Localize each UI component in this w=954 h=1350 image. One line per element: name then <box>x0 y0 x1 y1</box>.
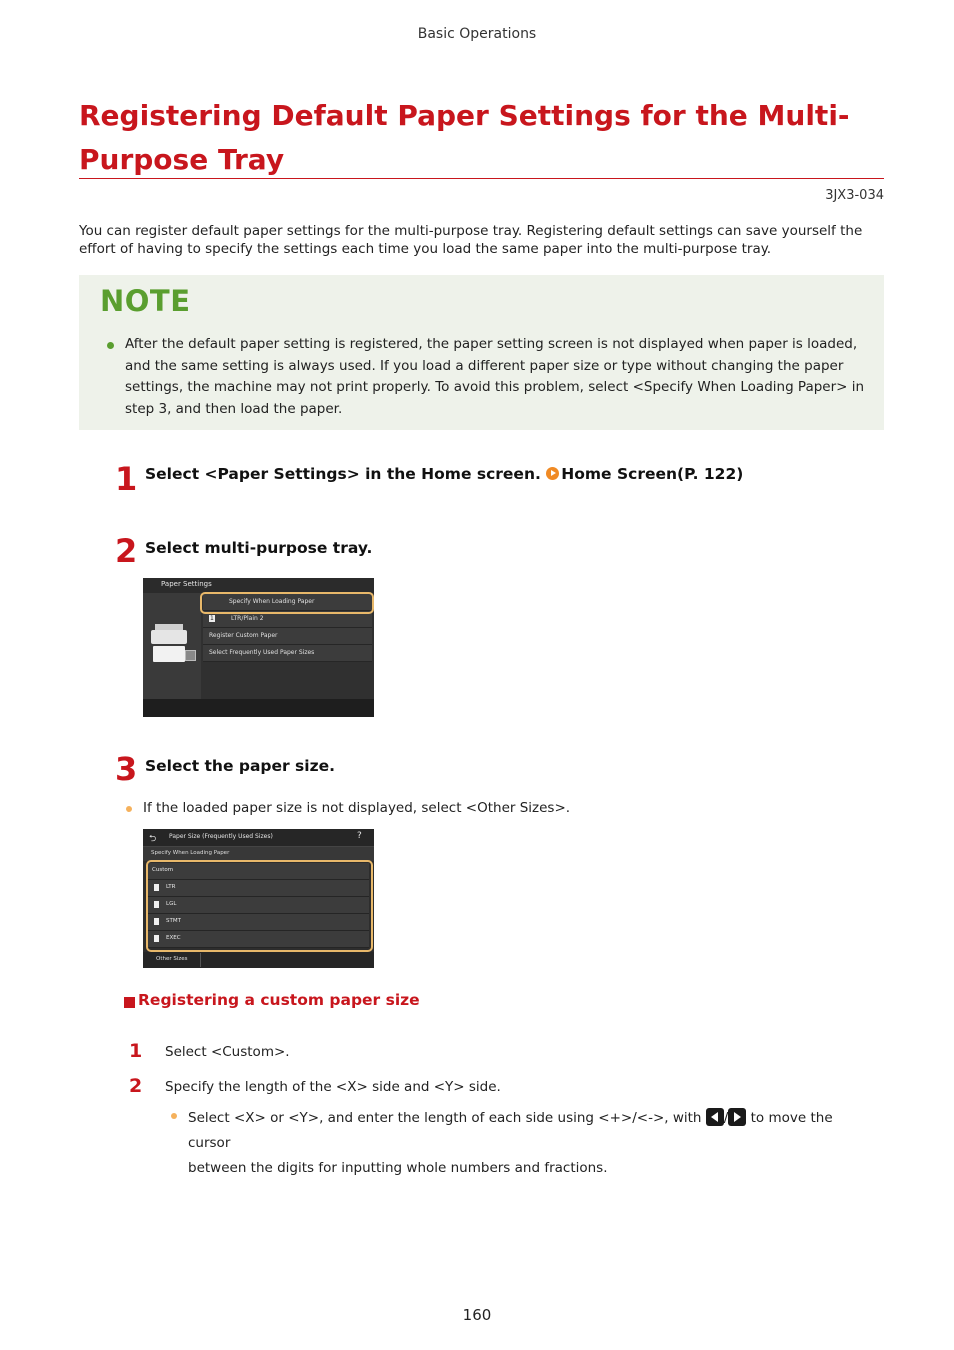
help-icon[interactable]: ? <box>357 831 362 841</box>
list-item-label: Specify When Loading Paper <box>229 598 315 605</box>
list-item-label: STMT <box>166 918 181 924</box>
screen-bottom-bar <box>143 699 374 717</box>
step-1-number: 1 <box>115 460 138 498</box>
document-id: 3JX3-034 <box>825 188 884 203</box>
note-text: After the default paper setting is registered, the paper setting screen is not displayed when paper is loaded, and the same setting is always used. If you load a different paper size or type without changing the paper settings, the machine may not print properly. To avoid this problem, select <Specify When Loading Paper> in step 3, and then load the paper. <box>125 336 865 417</box>
step-1-text <box>145 465 743 483</box>
substep-1-number: 1 <box>129 1040 143 1062</box>
step-3-number: 3 <box>115 750 138 788</box>
paper-size-screenshot <box>143 829 374 968</box>
substep-1-text: Select <Custom>. <box>165 1044 290 1060</box>
page-title-line-1: Registering Default Paper Settings for the Multi- <box>79 99 850 132</box>
intro-paragraph: You can register default paper settings for the multi-purpose tray. Registering default settings can save yourself the effort of having to specify the settings each time you load the same paper into the multi-purpose tray. <box>79 223 863 257</box>
paper-settings-screenshot <box>143 578 374 717</box>
running-header: Basic Operations <box>417 26 537 42</box>
page-number: 160 <box>462 1306 492 1324</box>
list-item-label: LTR/Plain 2 <box>231 615 264 622</box>
key-separator: / <box>723 1110 729 1126</box>
substep-2-text: Specify the length of the <X> side and <Y> side. <box>165 1079 501 1095</box>
right-arrow-key-icon <box>728 1108 746 1126</box>
title-divider <box>79 178 884 179</box>
highlight-frame <box>146 860 373 952</box>
bullet-icon <box>171 1113 177 1119</box>
bullet-text-end: to move the cursor <box>188 1110 833 1151</box>
back-icon[interactable]: ⮌ <box>149 834 157 844</box>
subsection-title: Registering a custom paper size <box>138 991 420 1009</box>
list-item[interactable] <box>203 645 372 662</box>
note-bullet-icon <box>107 342 114 349</box>
subtitle-label: Specify When Loading Paper <box>151 850 230 856</box>
highlight-frame <box>200 592 374 614</box>
home-screen-link[interactable]: Home Screen(P. 122) <box>561 465 744 483</box>
list-item[interactable] <box>203 628 372 645</box>
screen-title: Paper Size (Frequently Used Sizes) <box>169 833 273 840</box>
arrow-circle-icon <box>546 467 559 480</box>
bullet-text-line-2: between the digits for inputting whole numbers and fractions. <box>188 1160 608 1176</box>
step-2-number: 2 <box>115 532 138 570</box>
left-arrow-key-icon <box>706 1108 724 1126</box>
substep-2-bullet <box>188 1106 868 1181</box>
bullet-text-start: Select <X> or <Y>, and enter the length of each side using <+>/<->, with <box>188 1110 702 1126</box>
page-title <box>79 94 884 182</box>
tray-indicator-icon <box>185 650 196 661</box>
note-heading: NOTE <box>100 284 191 318</box>
step-2-text: Select multi-purpose tray. <box>145 539 373 557</box>
list-item-label: Custom <box>152 867 174 873</box>
step-1-instruction: Select <Paper Settings> in the Home screen. <box>145 465 541 483</box>
section-marker-icon <box>124 997 135 1008</box>
other-sizes-label: Other Sizes <box>156 956 188 962</box>
list-item-label: Register Custom Paper <box>209 632 278 639</box>
printer-tray <box>153 646 185 662</box>
bullet-icon <box>126 806 132 812</box>
tray-badge: 1 <box>210 615 214 622</box>
page-title-line-2: Purpose Tray <box>79 143 285 176</box>
list-item-label: LGL <box>166 901 177 907</box>
list-item-label: EXEC <box>166 935 181 941</box>
substep-2-number: 2 <box>129 1075 143 1097</box>
list-item-label: LTR <box>166 884 176 890</box>
screen-title: Paper Settings <box>161 580 212 588</box>
step-3-text: Select the paper size. <box>145 757 336 775</box>
list-item-label: Select Frequently Used Paper Sizes <box>209 649 315 656</box>
printer-body <box>151 630 187 644</box>
step-3-bullet: If the loaded paper size is not displayed, select <Other Sizes>. <box>143 800 571 816</box>
